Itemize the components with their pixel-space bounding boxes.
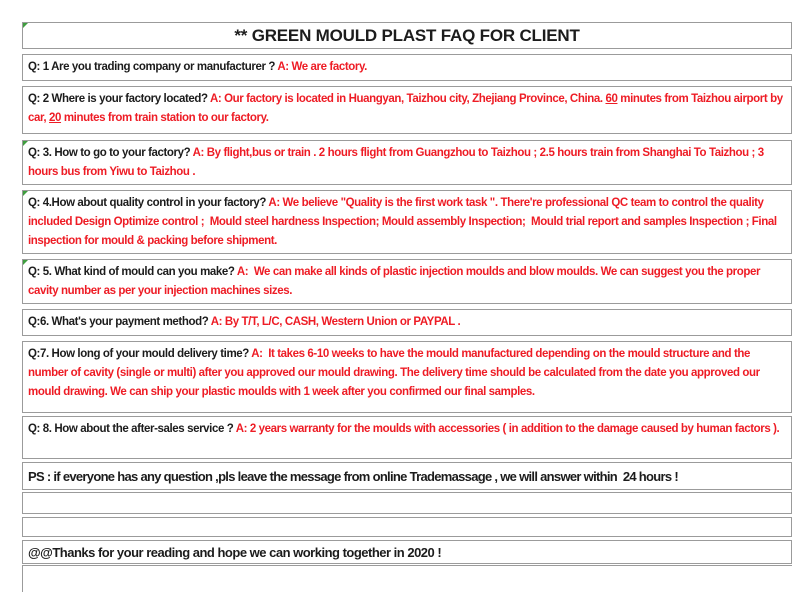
cell-comment-marker-icon [23, 191, 28, 196]
faq-row [22, 54, 792, 81]
question-text: Q: 3. How to go to your factory? [28, 147, 193, 159]
question-text: Q: 2 Where is your factory located? [28, 93, 210, 105]
faq-document [22, 22, 792, 592]
cell-comment-marker-icon [23, 141, 28, 146]
cell-comment-marker-icon [23, 23, 28, 28]
faq-row [22, 190, 792, 254]
empty-row [22, 565, 792, 592]
note-text: @@Thanks for your reading and hope we can working together in 2020 ! [28, 545, 442, 560]
page-title-row [22, 22, 792, 49]
question-text: Q: 1 Are you trading company or manufacturer ? [28, 61, 278, 73]
empty-row [22, 492, 792, 514]
answer-text: A: 2 years warranty for the moulds with accessories ( in addition to the damage caused by human factors ). [235, 423, 780, 435]
question-text: Q:7. How long of your mould delivery time? [28, 348, 252, 360]
faq-row [22, 140, 792, 185]
faq-row [22, 416, 792, 459]
cell-comment-marker-icon [23, 260, 28, 265]
answer-text: A: We are factory. [277, 61, 367, 73]
answer-text: A: We can make all kinds of plastic injection moulds and blow moulds. We can suggest you the proper cavity number as per your injection machines sizes. [28, 266, 763, 297]
empty-row [22, 517, 792, 537]
question-text: Q: 8. How about the after-sales service ? [28, 423, 236, 435]
answer-text: A: We believe "Quality is the first work task ". There're professional QC team to control the quality included Design Optimize control ; Mould steel hardness Inspection; Mould assembly Inspection; Mould trial report and samples Inspection ; Final inspection for mould & packing before shipment. [28, 197, 780, 247]
answer-text: minutes from train station to our factory. [61, 112, 269, 124]
answer-text: 60 [605, 93, 618, 105]
faq-row [22, 86, 792, 134]
answer-text: A: By T/T, L/C, CASH, Western Union or PAYPAL . [210, 316, 461, 328]
answer-text: minutes from Taizhou airport by car, [28, 93, 786, 124]
faq-row [22, 341, 792, 413]
faq-table [22, 22, 792, 592]
page-title: ** GREEN MOULD PLAST FAQ FOR CLIENT [234, 26, 580, 45]
question-text: Q: 4.How about quality control in your factory? [28, 197, 269, 209]
answer-text: 20 [49, 112, 62, 124]
answer-text: A: It takes 6-10 weeks to have the mould manufactured depending on the mould structure and the number of cavity (single or multi) after you approved our mould drawing. The delivery time should be calculated from the date you approved our mould drawing. We can ship your plastic moulds with 1 week after you confirmed our final samples. [28, 348, 763, 398]
question-text: Q:6. What's your payment method? [28, 316, 211, 328]
thanks-row [22, 540, 792, 564]
answer-text: A: Our factory is located in Huangyan, Taizhou city, Zhejiang Province, China. [210, 93, 606, 105]
answer-text: A: By flight,bus or train . 2 hours flight from Guangzhou to Taizhou ; 2.5 hours train from Shanghai To Taizhou ; 3 hours bus from Yiwu to Taizhou . [28, 147, 767, 178]
note-text: PS : if everyone has any question ,pls leave the message from online Trademassage , we will answer within 24 hours ! [28, 469, 678, 484]
faq-row [22, 309, 792, 336]
ps-row [22, 462, 792, 490]
faq-row [22, 259, 792, 304]
question-text: Q: 5. What kind of mould can you make? [28, 266, 237, 278]
